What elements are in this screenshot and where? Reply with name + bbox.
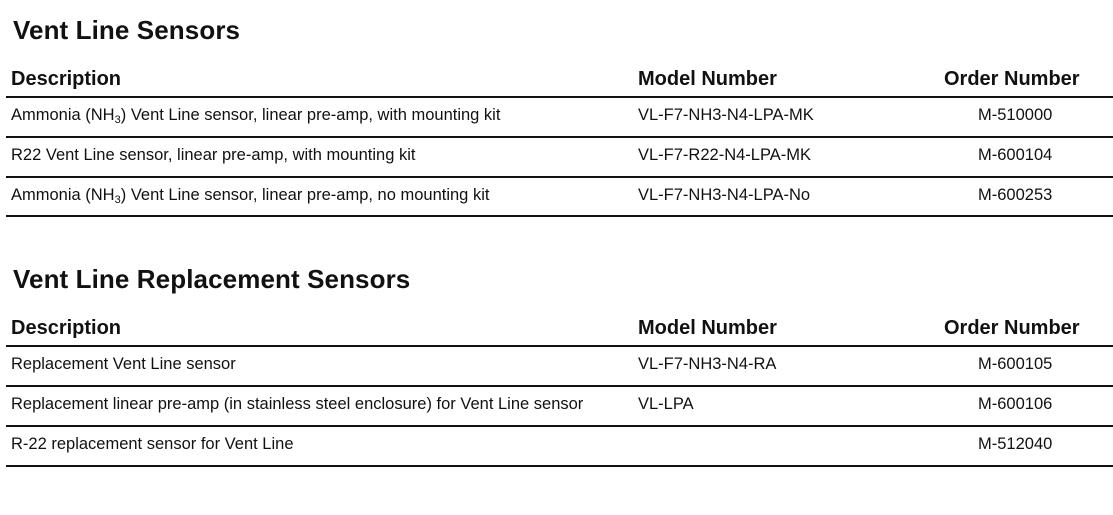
row-order-number: M-600105 [978, 355, 1053, 373]
row-model-number: VL-F7-R22-N4-LPA-MK [638, 146, 811, 164]
row-model-number: VL-LPA [638, 395, 694, 413]
row-model-number: VL-F7-NH3-N4-LPA-MK [638, 106, 814, 124]
row-order-number: M-600253 [978, 186, 1053, 204]
table-header [0, 68, 1113, 96]
row-order-number: M-510000 [978, 106, 1053, 124]
section-title: Vent Line Sensors [13, 15, 241, 45]
table-row [0, 346, 1113, 386]
divider [6, 215, 1113, 217]
table-row [0, 177, 1113, 217]
table-row [0, 137, 1113, 177]
row-description: Replacement linear pre-amp (in stainless steel enclosure) for Vent Line sensor [11, 395, 584, 413]
row-description: R-22 replacement sensor for Vent Line [11, 435, 294, 453]
row-description: Ammonia $(NH_3)$ Vent Line sensor, linear pre-amp, no mounting kit [11, 186, 490, 206]
row-description: Ammonia $(NH_3)$ Vent Line sensor, linear pre-amp, with mounting kit [11, 106, 501, 126]
table-row [0, 386, 1113, 426]
header-model-number: Model Number [638, 317, 777, 339]
table-row [0, 97, 1113, 137]
row-model-number: VL-F7-NH3-N4-LPA-No [638, 186, 811, 204]
row-description: R22 Vent Line sensor, linear pre-amp, with mounting kit [11, 146, 416, 164]
table-row [0, 426, 1113, 466]
header-order-number: Order Number [944, 317, 1080, 339]
table-header [0, 317, 1113, 345]
divider [6, 465, 1113, 467]
header-model-number: Model Number [638, 68, 777, 90]
header-description: Description [11, 317, 122, 339]
row-order-number: M-600106 [978, 395, 1053, 413]
row-order-number: M-600104 [978, 146, 1053, 164]
section-title: Vent Line Replacement Sensors [13, 264, 411, 294]
row-description: Replacement Vent Line sensor [11, 355, 236, 373]
row-model-number: VL-F7-NH3-N4-RA [638, 355, 777, 373]
row-order-number: M-512040 [978, 435, 1053, 453]
header-description: Description [11, 68, 122, 90]
header-order-number: Order Number [944, 68, 1080, 90]
